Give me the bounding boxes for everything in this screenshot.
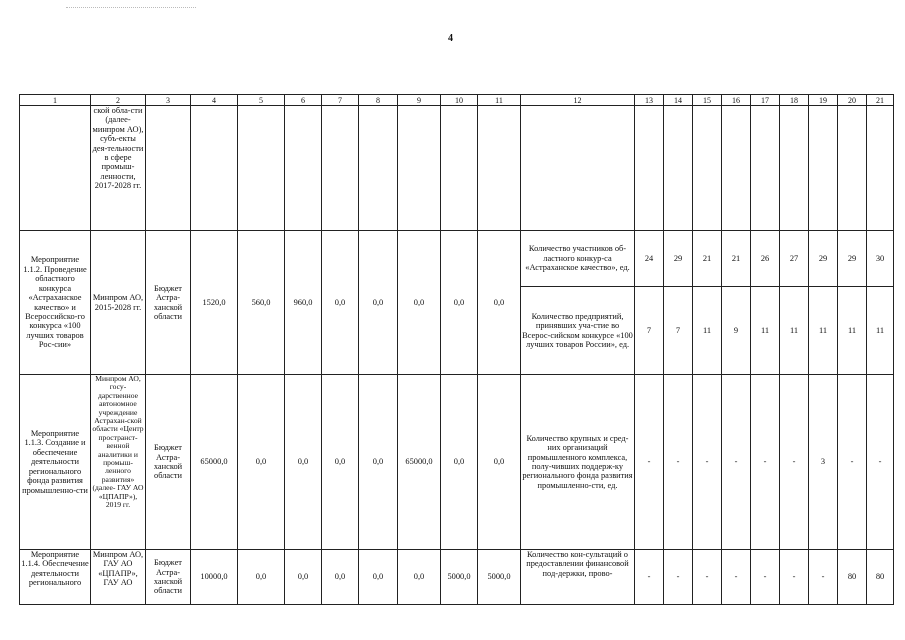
- amount-cell: 5000,0: [441, 550, 478, 605]
- header-cell: 13: [635, 95, 664, 106]
- indicator-value-cell: 24: [635, 231, 664, 287]
- indicator-value-cell: -: [693, 375, 722, 550]
- amount-cell: 0,0: [285, 375, 322, 550]
- indicator-value-cell: -: [635, 550, 664, 605]
- header-cell: 14: [664, 95, 693, 106]
- indicator-value-cell: -: [693, 550, 722, 605]
- indicator-value-cell: [867, 106, 894, 231]
- executor-cell: Минпром АО, госу-дарственное автономное учреждение Астрахан-ской области «Центр пространст-венной аналитики и промыш-ленного развития» (далее- ГАУ АО «ЦПАПР»), 2019 гг.: [91, 375, 146, 550]
- amount-cell: 0,0: [478, 231, 521, 375]
- header-cell: 21: [867, 95, 894, 106]
- indicator-value-cell: 80: [867, 550, 894, 605]
- amount-cell: 0,0: [238, 375, 285, 550]
- column-number-row: [20, 95, 894, 106]
- indicator-value-cell: -: [722, 550, 751, 605]
- indicator-value-cell: 11: [809, 287, 838, 375]
- indicator-value-cell: [809, 106, 838, 231]
- indicator-value-cell: 11: [867, 287, 894, 375]
- amount-cell: [285, 106, 322, 231]
- executor-cell: ской обла-сти (далее-минпром АО), субъ-екты дея-тельности в сфере промыш-ленности, 2017-2028 гг.: [91, 106, 146, 231]
- indicator-value-cell: 3: [809, 375, 838, 550]
- page-number: 4: [448, 33, 453, 44]
- indicator-value-cell: -: [809, 550, 838, 605]
- source-cell: Бюджет Астра-ханской области: [146, 550, 191, 605]
- amount-cell: [238, 106, 285, 231]
- amount-cell: 5000,0: [478, 550, 521, 605]
- table-row: [20, 231, 894, 287]
- indicator-value-cell: 29: [809, 231, 838, 287]
- indicator-value-cell: -: [867, 375, 894, 550]
- indicator-value-cell: -: [780, 550, 809, 605]
- indicator-value-cell: 9: [722, 287, 751, 375]
- indicator-value-cell: [780, 106, 809, 231]
- indicator-value-cell: 27: [780, 231, 809, 287]
- indicator-name-cell: Количество предприятий, принявших уча-стие во Всерос-сийском конкурсе «100 лучших товаров России», ед.: [521, 287, 635, 375]
- indicator-name-cell: Количество участников об-ластного конкур-са «Астраханское качество», ед.: [521, 231, 635, 287]
- indicator-value-cell: 7: [635, 287, 664, 375]
- header-cell: 8: [359, 95, 398, 106]
- indicator-value-cell: [635, 106, 664, 231]
- measure-cell: Мероприятие 1.1.2. Проведение областного конкурса «Астраханское качество» и Всероссийско-го конкурса «100 лучших товаров Рос-сии»: [20, 231, 91, 375]
- table-row: [20, 375, 894, 550]
- indicator-value-cell: 7: [664, 287, 693, 375]
- header-cell: 15: [693, 95, 722, 106]
- amount-cell: [191, 106, 238, 231]
- indicator-value-cell: -: [780, 375, 809, 550]
- amount-cell: 960,0: [285, 231, 322, 375]
- indicator-value-cell: 11: [751, 287, 780, 375]
- amount-cell: 0,0: [322, 231, 359, 375]
- indicator-value-cell: [751, 106, 780, 231]
- header-cell: 16: [722, 95, 751, 106]
- indicator-name-cell: Количество крупных и сред-них организаций промышленного комплекса, полу-чивших поддерж-ку регионального фонда развития промышленно-сти, ед.: [521, 375, 635, 550]
- amount-cell: [359, 106, 398, 231]
- indicator-value-cell: -: [664, 550, 693, 605]
- indicator-value-cell: 11: [693, 287, 722, 375]
- indicator-value-cell: 29: [838, 231, 867, 287]
- amount-cell: [322, 106, 359, 231]
- amount-cell: 0,0: [238, 550, 285, 605]
- amount-cell: [478, 106, 521, 231]
- indicator-value-cell: 80: [838, 550, 867, 605]
- amount-cell: 560,0: [238, 231, 285, 375]
- header-cell: 6: [285, 95, 322, 106]
- header-cell: 10: [441, 95, 478, 106]
- table-row: [20, 550, 894, 605]
- program-table: [19, 94, 894, 605]
- executor-cell: Минпром АО, ГАУ АО «ЦПАПР», ГАУ АО: [91, 550, 146, 605]
- amount-cell: 0,0: [359, 550, 398, 605]
- source-cell: Бюджет Астра-ханской области: [146, 375, 191, 550]
- indicator-name-cell: Количество кон-сультаций о предоставлении финансовой под-держки, прово-: [521, 550, 635, 605]
- amount-cell: 65000,0: [191, 375, 238, 550]
- header-cell: 1: [20, 95, 91, 106]
- header-cell: 5: [238, 95, 285, 106]
- amount-cell: 0,0: [359, 375, 398, 550]
- indicator-value-cell: 11: [780, 287, 809, 375]
- executor-cell: Минпром АО, 2015-2028 гг.: [91, 231, 146, 375]
- header-cell: 12: [521, 95, 635, 106]
- amount-cell: 0,0: [285, 550, 322, 605]
- source-cell: [146, 106, 191, 231]
- header-cell: 2: [91, 95, 146, 106]
- measure-cell: [20, 106, 91, 231]
- indicator-value-cell: -: [751, 550, 780, 605]
- amount-cell: [441, 106, 478, 231]
- header-cell: 11: [478, 95, 521, 106]
- indicator-value-cell: 26: [751, 231, 780, 287]
- amount-cell: 10000,0: [191, 550, 238, 605]
- measure-cell: Мероприятие 1.1.3. Создание и обеспечение деятельности регионального фонда развития промышленно-сти: [20, 375, 91, 550]
- amount-cell: 0,0: [322, 375, 359, 550]
- header-cell: 7: [322, 95, 359, 106]
- indicator-name-cell: [521, 106, 635, 231]
- header-cell: 18: [780, 95, 809, 106]
- amount-cell: 0,0: [398, 550, 441, 605]
- amount-cell: 0,0: [478, 375, 521, 550]
- indicator-value-cell: -: [838, 375, 867, 550]
- indicator-value-cell: [693, 106, 722, 231]
- amount-cell: [398, 106, 441, 231]
- header-cell: 4: [191, 95, 238, 106]
- amount-cell: 0,0: [398, 231, 441, 375]
- header-cell: 19: [809, 95, 838, 106]
- measure-cell: Мероприятие 1.1.4. Обеспечение деятельности регионального: [20, 550, 91, 605]
- indicator-value-cell: 30: [867, 231, 894, 287]
- amount-cell: 0,0: [322, 550, 359, 605]
- amount-cell: 1520,0: [191, 231, 238, 375]
- amount-cell: 65000,0: [398, 375, 441, 550]
- header-cell: 17: [751, 95, 780, 106]
- indicator-value-cell: [838, 106, 867, 231]
- header-cell: 3: [146, 95, 191, 106]
- indicator-value-cell: -: [722, 375, 751, 550]
- table-row: [20, 106, 894, 231]
- indicator-value-cell: [722, 106, 751, 231]
- amount-cell: 0,0: [441, 375, 478, 550]
- indicator-value-cell: -: [751, 375, 780, 550]
- indicator-value-cell: 21: [722, 231, 751, 287]
- indicator-value-cell: -: [664, 375, 693, 550]
- amount-cell: 0,0: [359, 231, 398, 375]
- indicator-value-cell: -: [635, 375, 664, 550]
- header-cell: 20: [838, 95, 867, 106]
- indicator-value-cell: 21: [693, 231, 722, 287]
- header-cell: 9: [398, 95, 441, 106]
- indicator-value-cell: [664, 106, 693, 231]
- amount-cell: 0,0: [441, 231, 478, 375]
- source-cell: Бюджет Астра-ханской области: [146, 231, 191, 375]
- indicator-value-cell: 11: [838, 287, 867, 375]
- indicator-value-cell: 29: [664, 231, 693, 287]
- scan-speck: [66, 7, 196, 10]
